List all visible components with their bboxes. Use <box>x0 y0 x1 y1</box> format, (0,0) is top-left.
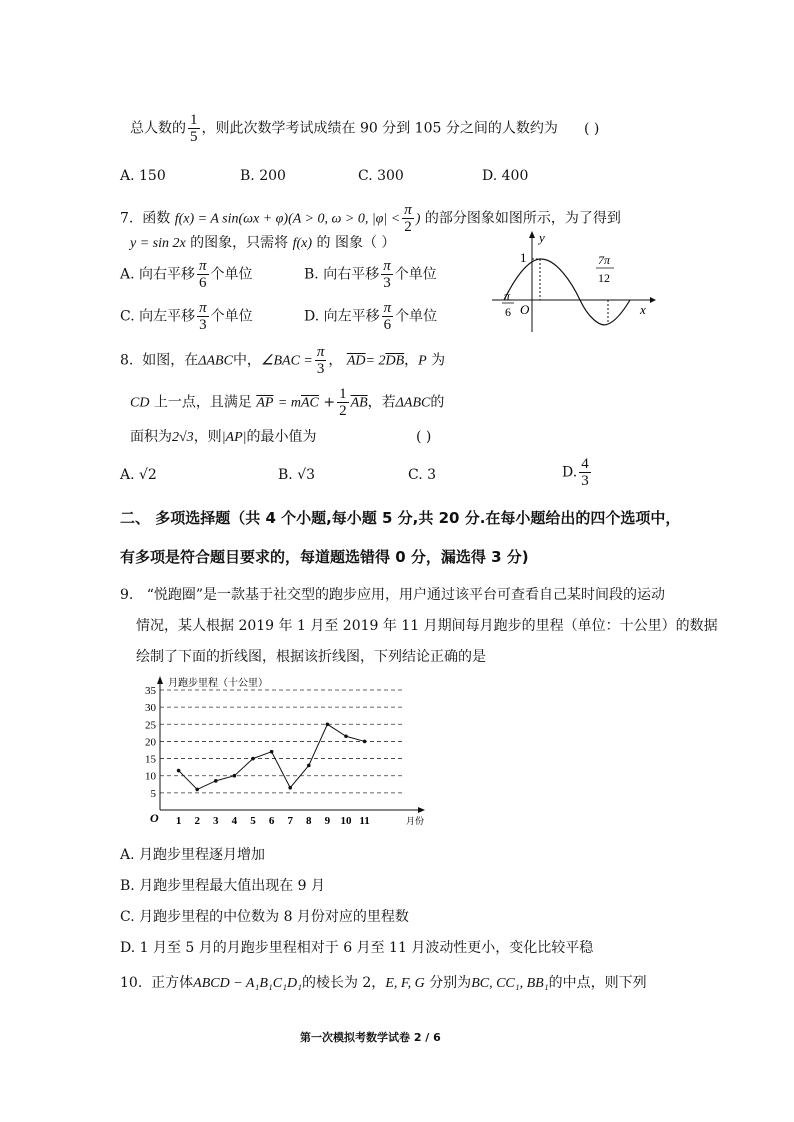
q9-x-tick-label: 9 <box>324 815 331 827</box>
q7-option-d <box>304 300 437 333</box>
q7-opt-c-den: 3 <box>199 317 207 333</box>
q9-line2: 情况，某人根据 2019 年 1 月至 2019 年 11 月期间每月跑步的里程（单位：十公里）的数据 <box>136 618 718 634</box>
q9-y-tick-label: 10 <box>145 770 156 783</box>
q9-origin: O <box>150 811 159 825</box>
q7-opt-b-num: π <box>383 258 391 274</box>
q9-option-c: C. 月跑步里程的中位数为 8 月份对应的里程数 <box>120 909 409 925</box>
q9-x-tick-label: 8 <box>306 815 312 827</box>
q6-frac-num: 1 <box>190 112 198 128</box>
q9-x-tick-label: 11 <box>359 815 370 827</box>
q7-opt-a-num: π <box>199 258 207 274</box>
q8-vector-db: $\overline{DB}$ <box>385 353 405 369</box>
q9-x-axis-label: 月份 <box>406 816 425 826</box>
q6-line <box>130 112 558 145</box>
q8-plus: + <box>323 394 336 411</box>
q7-opt-d-text: D. 向左平移 <box>304 308 380 325</box>
q9-data-point <box>251 757 255 761</box>
q7-origin-label: O <box>520 302 530 317</box>
q7-opt-c-text: C. 向左平移 <box>120 308 196 325</box>
q8-text-2d: 的 <box>430 394 445 411</box>
q8-option-d <box>562 456 593 489</box>
q9-x-tick-label: 4 <box>231 815 238 827</box>
q8-opt-d-den: 3 <box>581 473 589 489</box>
q8-triangle: ΔABC <box>198 353 233 369</box>
q7-y-label: y <box>539 230 545 245</box>
q8-option-c: C. 3 <box>408 467 437 483</box>
q8-half-frac <box>337 386 349 419</box>
q9-data-point <box>214 779 218 783</box>
q9-data-point <box>270 750 274 754</box>
q7-fx: f(x) <box>292 236 313 251</box>
q7-opt-a-frac <box>197 258 209 291</box>
q7-option-b <box>304 258 437 291</box>
q8-line1: 8. 如图，在ΔABC中，∠BAC = $\frac{\pi}{3}$ ， $\overline{AD}= 2\overline{DB}$，P 为 <box>120 344 446 377</box>
q9-line1 <box>120 586 665 604</box>
q7-left-den: 6 <box>505 305 511 319</box>
q7-sine-graph <box>490 228 660 336</box>
q7-opt-d-den: 6 <box>383 317 392 333</box>
q8-text-1d: 为 <box>431 352 446 369</box>
q8-eqm: = m <box>277 395 301 411</box>
q9-y-tick-label: 20 <box>145 736 156 749</box>
q7-right-num: 7π <box>598 253 611 267</box>
q8-abs-ap: |AP| <box>221 430 247 445</box>
q8-opt-d-label: D. <box>562 464 578 481</box>
q9-y-tick-label: 5 <box>150 787 156 800</box>
q9-data-point <box>195 788 199 792</box>
q8-eq2: = 2 <box>365 353 386 369</box>
q8-option-b: B. √3 <box>278 467 316 483</box>
q10-points: E, F, G <box>385 976 425 991</box>
q7-option-a <box>120 258 253 291</box>
q8-text-1a: 如图，在 <box>142 352 199 369</box>
q9-y-tick-label: 25 <box>145 719 156 732</box>
q10-number: 10. <box>120 975 143 991</box>
q9-x-arrow <box>418 807 425 813</box>
q9-x-tick-label: 6 <box>268 815 275 827</box>
q7-opt-c-post: 个单位 <box>210 308 253 325</box>
q6-option-d: D. 400 <box>482 168 529 184</box>
q9-line-chart <box>140 670 440 830</box>
q6-answer-blank: ( ) <box>584 121 600 137</box>
q9-y-tick-label: 35 <box>145 685 156 697</box>
q7-opt-d-frac <box>382 300 394 333</box>
q8-line2 <box>130 386 444 419</box>
q8-line3 <box>130 428 317 447</box>
q9-y-tick-label: 15 <box>145 753 156 766</box>
q7-left-minus: − <box>492 293 499 307</box>
q9-data-point <box>177 769 181 773</box>
q8-text-2c: ，若 <box>367 394 396 411</box>
q8-area: 2√3 <box>172 430 194 445</box>
q7-two: 2 <box>404 219 412 235</box>
q7-one-label: 1 <box>520 250 527 265</box>
q8-answer-blank: ( ) <box>416 429 432 445</box>
q6-frac-den: 5 <box>190 129 198 145</box>
q8-angle: ∠BAC = <box>260 353 313 369</box>
q8-opt-d-frac <box>579 456 591 489</box>
q9-data-point <box>233 774 237 778</box>
section2-heading-line2: 有多项是符合题目要求的，每道题选错得 0 分，漏选得 3 分) <box>120 548 529 566</box>
q8-opt-d-num: 4 <box>581 456 589 472</box>
q9-option-d: D. 1 月至 5 月的月跑步里程相对于 6 月至 11 月波动性更小，变化比较平稳 <box>120 940 594 956</box>
section2-heading-line1: 二、 多项选择题（共 4 个小题,每小题 5 分,共 20 分.在每小题给出的四个选项中， <box>120 509 681 527</box>
q9-data-point <box>307 764 311 768</box>
q10-line1 <box>120 974 647 993</box>
q7-opt-a-text: A. 向右平移 <box>120 266 196 283</box>
q8-text-2b: 上一点，且满足 <box>153 394 252 411</box>
q7-pi-over-2 <box>402 202 414 235</box>
q7-opt-a-den: 6 <box>199 275 207 291</box>
q6-option-b: B. 200 <box>240 168 286 184</box>
q9-x-tick-label: 10 <box>340 815 352 827</box>
q8-angle-den: 3 <box>316 361 325 377</box>
q8-text-1c: ， <box>404 352 419 369</box>
q8-vector-ab: $\overline{AB}$ <box>350 395 368 411</box>
q7-left-num: π <box>504 289 511 303</box>
q9-x-tick-label: 5 <box>250 815 256 827</box>
q8-half-den: 2 <box>339 403 347 419</box>
q6-option-a: A. 150 <box>120 168 166 184</box>
q6-fraction <box>188 112 200 145</box>
q9-y-tick-label: 30 <box>145 702 156 715</box>
q8-text-3b: ，则 <box>193 429 222 445</box>
q8-number: 8. <box>120 352 134 369</box>
q9-x-tick-label: 7 <box>287 815 293 827</box>
q6-text-prefix: 总人数的 <box>130 120 186 137</box>
q9-option-b: B. 月跑步里程最大值出现在 9 月 <box>120 878 325 894</box>
q8-angle-num: π <box>316 344 325 360</box>
q7-text: 函数 <box>142 210 171 227</box>
q8-triangle-2: ΔABC <box>395 395 431 411</box>
q7-option-c <box>120 300 253 333</box>
q7-opt-d-num: π <box>383 300 392 316</box>
q8-text-3c: 的最小值为 <box>246 429 317 445</box>
q9-data-point <box>344 734 348 738</box>
q8-point-p: P <box>418 353 427 369</box>
q7-close: ) <box>415 211 421 227</box>
q7-opt-d-post: 个单位 <box>395 308 438 325</box>
q8-vector-ad: $\overline{AD}$ <box>346 353 366 369</box>
q9-data-point <box>326 722 330 726</box>
q10-cube: ABCD − A₁B₁C₁D₁ <box>193 976 302 991</box>
q7-line2 <box>130 234 395 253</box>
q7-opt-a-post: 个单位 <box>210 266 253 283</box>
q8-option-a: A. √2 <box>120 467 157 483</box>
q7-opt-c-num: π <box>199 300 207 316</box>
q7-target-function: y = sin 2x <box>130 236 186 251</box>
q10-edges: BC, CC₁, BB₁ <box>471 976 549 991</box>
q8-vector-ap: $\overline{AP}$ <box>256 395 274 411</box>
q9-x-tick-label: 2 <box>194 815 200 827</box>
q8-angle-frac <box>315 344 327 377</box>
q7-opt-b-text: B. 向右平移 <box>304 266 380 283</box>
q8-text-3a: 面积为 <box>130 429 172 445</box>
q9-y-arrow <box>157 676 163 684</box>
q8-text-1b: 中， <box>232 352 261 369</box>
q9-chart-title: 月跑步里程（十公里） <box>168 678 268 689</box>
q8-vector-ac: $\overline{AC}$ <box>300 395 319 411</box>
q9-x-tick-label: 3 <box>213 815 219 827</box>
q10-text-1c: 分别为 <box>429 975 472 991</box>
q7-number: 7. <box>120 210 134 227</box>
q9-number: 9. <box>120 587 134 603</box>
q6-option-c: C. 300 <box>358 168 404 184</box>
q10-text-1b: 的棱长为 2， <box>301 975 386 991</box>
q8-half-num: 1 <box>339 386 347 402</box>
q7-y-arrow <box>529 231 535 238</box>
q7-opt-b-post: 个单位 <box>394 266 437 283</box>
q7-opt-b-den: 3 <box>383 275 391 291</box>
q7-x-label: x <box>640 302 646 317</box>
q7-opt-c-frac <box>197 300 209 333</box>
q9-y-ticks <box>145 685 157 800</box>
q7-function: f(x) = A sin(ωx + φ)(A > 0, ω > 0, |φ| < <box>174 211 401 227</box>
q10-text-1a: 正方体 <box>151 975 194 991</box>
q10-text-1d: 的中点，则下列 <box>548 975 647 991</box>
q9-x-tick-label: 1 <box>175 815 182 827</box>
q6-text-suffix: ，则此次数学考试成绩在 90 分到 105 分之间的人数约为 <box>201 120 558 137</box>
q7-opt-b-frac <box>381 258 393 291</box>
q7-pi: π <box>404 202 412 218</box>
q9-points <box>177 722 367 791</box>
q9-data-point <box>288 786 292 790</box>
q9-option-a: A. 月跑步里程逐月增加 <box>120 847 266 863</box>
q7-x-arrow <box>650 297 656 303</box>
q9-series-line <box>179 724 365 789</box>
page-footer: 第一次模拟考数学试卷 2 / 6 <box>300 1031 441 1044</box>
q9-line3: 绘制了下面的折线图，根据该折线图，下列结论正确的是 <box>136 649 486 665</box>
q7-text-2a: 的图象，只需将 <box>190 235 289 251</box>
q7-right-den: 12 <box>598 271 610 285</box>
q9-text-1: “悦跑圈”是一款基于社交型的跑步应用，用户通过该平台可查看自己某时间段的运动 <box>146 587 666 603</box>
q8-segment-cd: CD <box>130 395 150 411</box>
q9-x-ticks <box>176 815 370 827</box>
q9-data-point <box>363 740 367 744</box>
q7-text-2b: 的 图象（ ） <box>316 235 396 251</box>
q7-text-b: 的部分图象如图所示，为了得到 <box>424 210 621 227</box>
